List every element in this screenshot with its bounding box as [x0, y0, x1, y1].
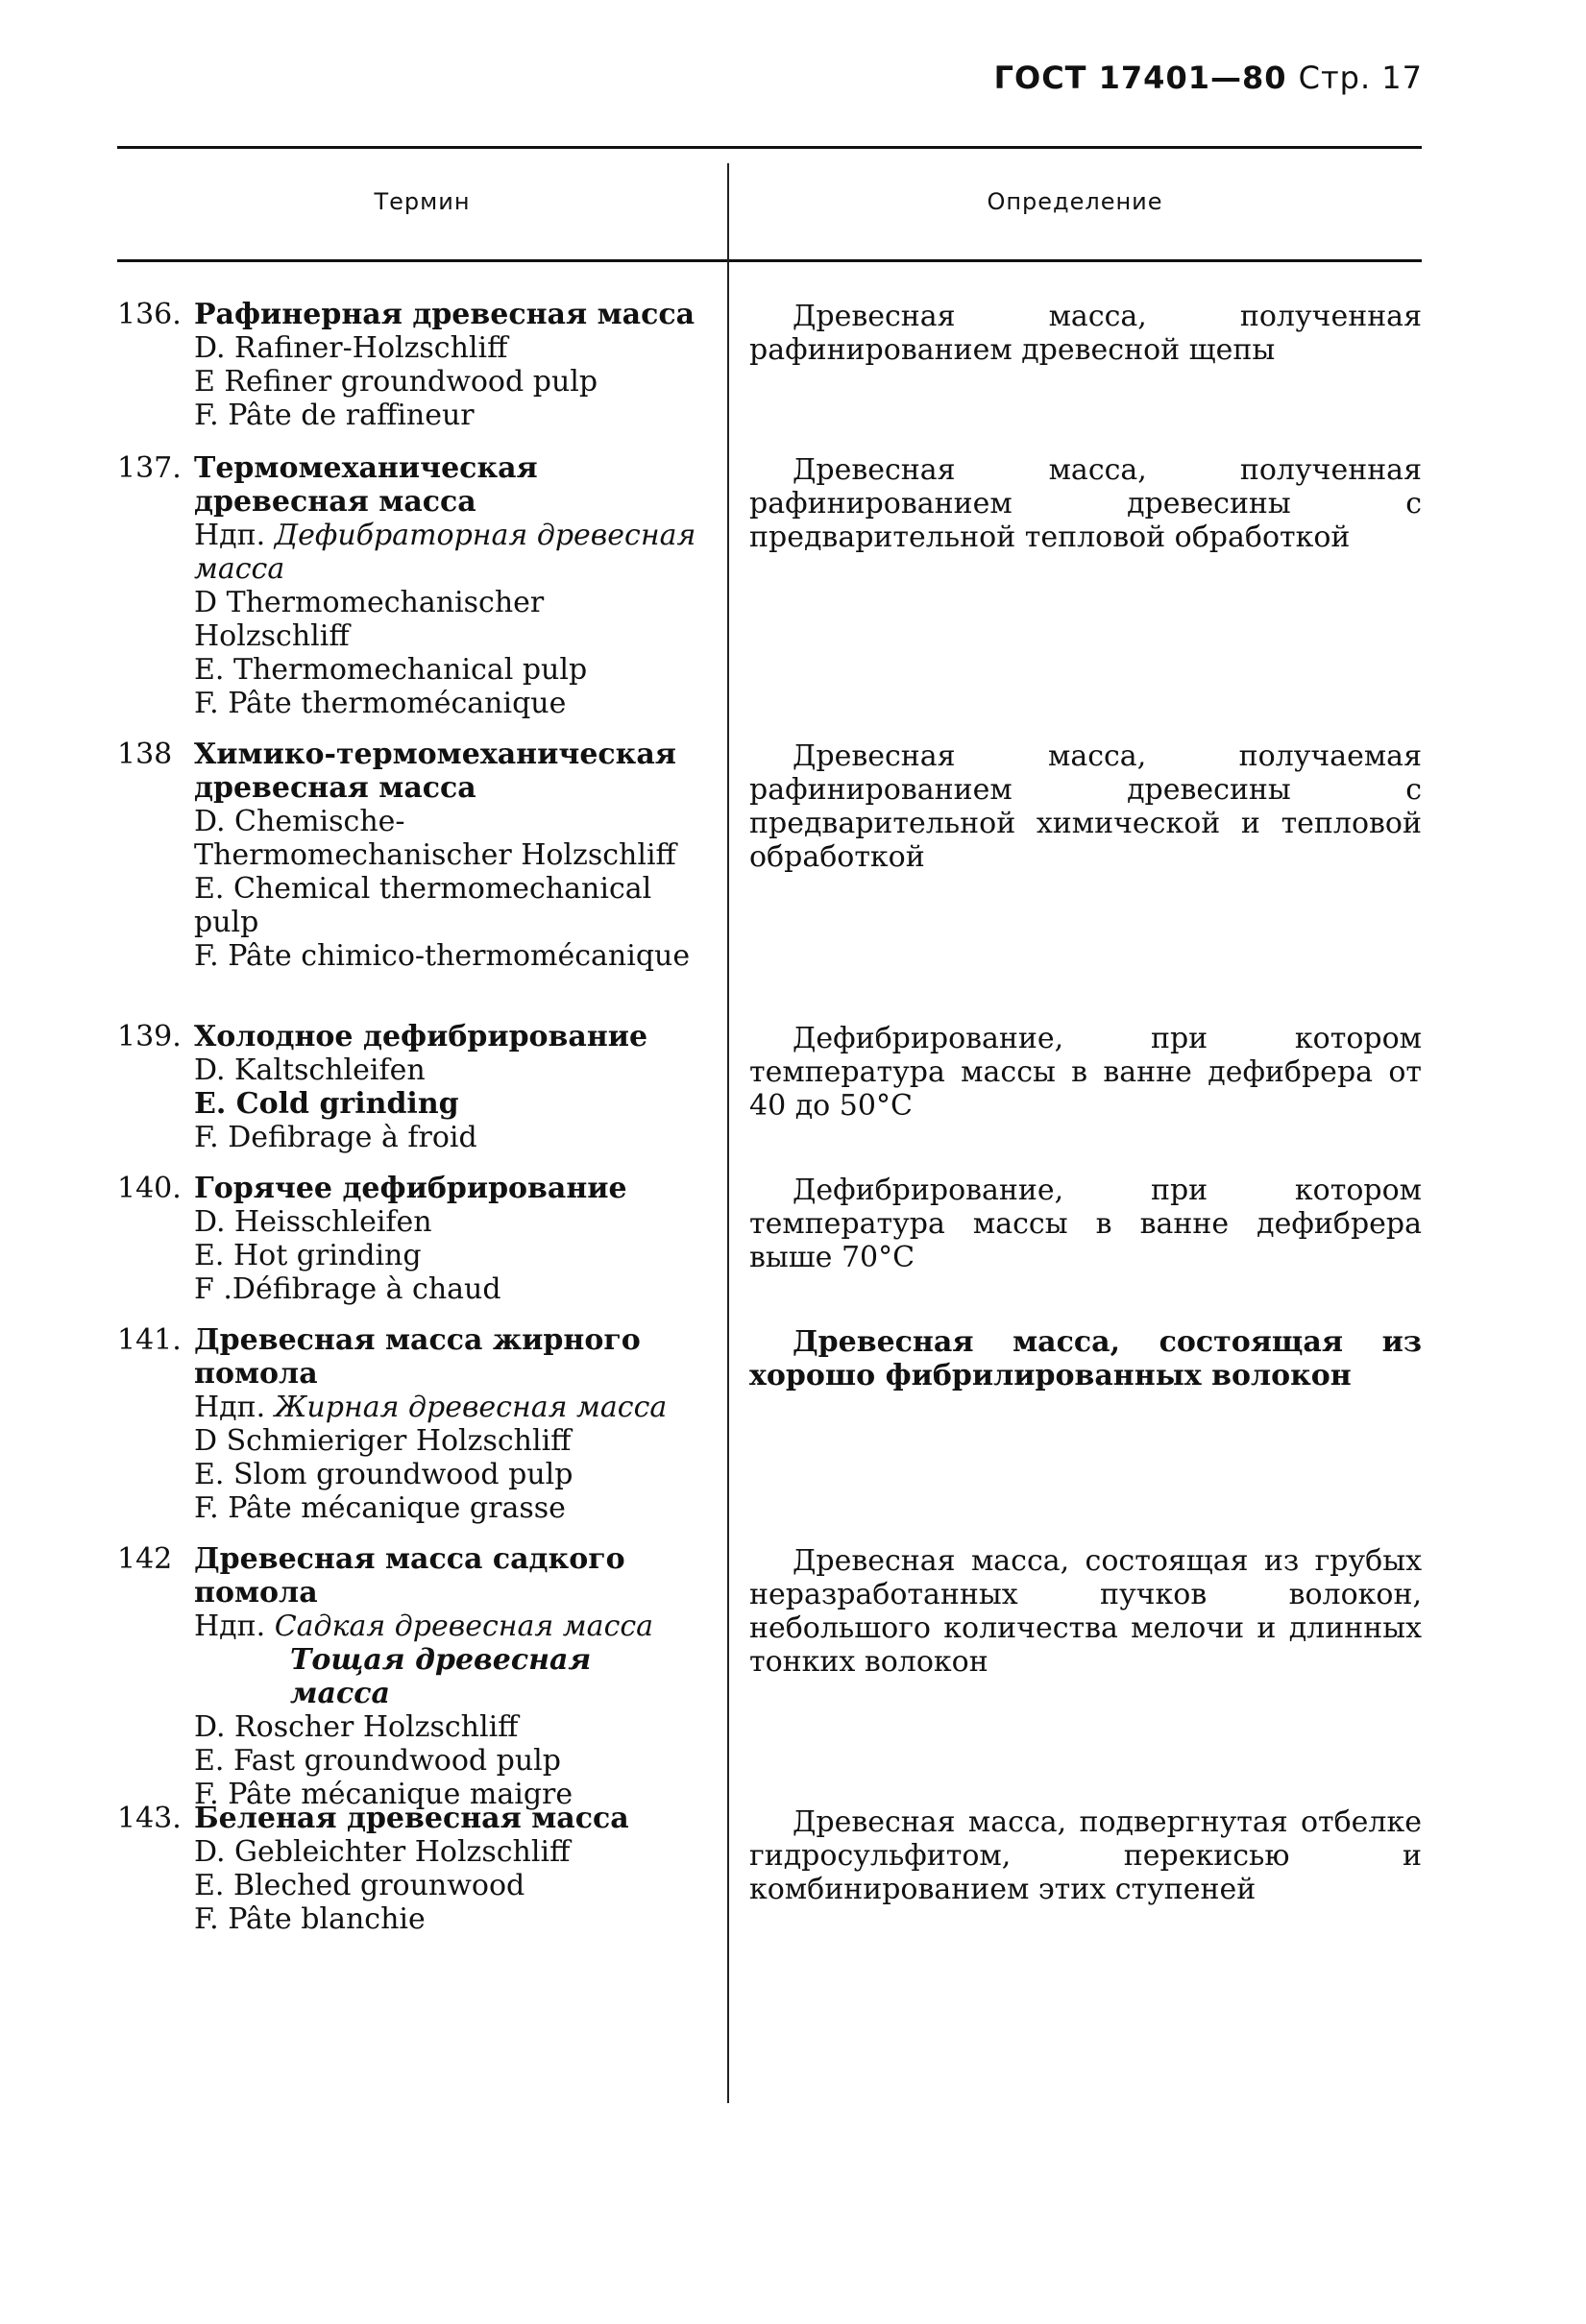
not-recommended-term-2: Тощая древесная масса — [290, 1643, 592, 1710]
not-recommended-term: Ндп. Жирная древесная масса — [194, 1391, 668, 1424]
english-equivalent: E. Cold grinding — [194, 1087, 459, 1121]
entry-number: 140. — [117, 1172, 182, 1205]
german-equivalent: D. Heisschleifen — [194, 1205, 432, 1239]
column-header-term: Термин — [374, 188, 471, 215]
term-entry — [117, 1172, 696, 1306]
not-recommended-term: Ндп. Дефибраторная древесная масса — [194, 519, 696, 586]
term-entry — [117, 1020, 696, 1154]
english-equivalent: E. Bleched grounwood — [194, 1869, 525, 1902]
term-entry — [117, 298, 696, 432]
definition: Дефибрирование, при котором температура массы в ванне дефибрера выше 70°C — [749, 1174, 1422, 1274]
term-title: Горячее дефибрирование — [194, 1172, 627, 1205]
term-entry — [117, 1323, 696, 1525]
french-equivalent: F. Pâte de raffineur — [194, 399, 475, 432]
header-rule — [117, 259, 1422, 262]
french-equivalent: F .Défibrage à chaud — [194, 1272, 501, 1306]
definition: Дефибрирование, при котором температура массы в ванне дефибрера от 40 до 50°C — [749, 1022, 1422, 1123]
french-equivalent: F. Pâte chimico-thermomécanique — [194, 939, 691, 973]
definition: Древесная масса, получаемая рафинированием древесины с предварительной химической и тепловой обработкой — [749, 739, 1422, 874]
french-equivalent: F. Pâte blanchie — [194, 1902, 426, 1936]
standard-number: ГОСТ 17401—80 — [993, 60, 1287, 96]
term-title: Древесная масса жирного помола — [194, 1323, 641, 1391]
german-equivalent: D. Rafiner-Holzschliff — [194, 331, 508, 365]
entry-number: 136. — [117, 298, 182, 331]
top-rule — [117, 146, 1422, 149]
term-entry — [117, 738, 696, 973]
english-equivalent: E. Fast groundwood pulp — [194, 1744, 561, 1778]
definition: Древесная масса, подвергнутая отбелке гидросульфитом, перекисью и комбинированием этих ступеней — [749, 1805, 1422, 1906]
english-equivalent: E Refiner groundwood pulp — [194, 365, 598, 399]
entry-number: 139. — [117, 1020, 182, 1053]
definition: Древесная масса, полученная рафинированием древесной щепы — [749, 300, 1422, 367]
german-equivalent: D Schmieriger Holzschliff — [194, 1424, 572, 1458]
term-title: Холодное дефибрирование — [194, 1020, 648, 1053]
column-header-definition: Определение — [987, 188, 1163, 215]
english-equivalent: E. Hot grinding — [194, 1239, 422, 1272]
german-equivalent: D. Roscher Holzschliff — [194, 1710, 519, 1744]
column-divider — [727, 163, 729, 2103]
term-title: Беленая древесная масса — [194, 1802, 629, 1835]
entry-number: 138 — [117, 738, 173, 771]
definition: Древесная масса, состоящая из грубых неразработанных пучков волокон, небольшого количества мелочи и длинных тонких волокон — [749, 1544, 1422, 1679]
english-equivalent: E. Slom groundwood pulp — [194, 1458, 573, 1491]
page-number: Стр. 17 — [1298, 60, 1423, 96]
french-equivalent: F. Defibrage à froid — [194, 1121, 477, 1154]
term-title: Рафинерная древесная масса — [194, 298, 695, 331]
term-title: Термомеханическая древесная масса — [194, 451, 538, 519]
term-title: Древесная масса садкого помола — [194, 1542, 625, 1610]
entry-number: 137. — [117, 451, 182, 485]
entry-number: 142 — [117, 1542, 173, 1576]
english-equivalent: E. Thermomechanical pulp — [194, 653, 588, 687]
french-equivalent: F. Pâte mécanique grasse — [194, 1491, 566, 1525]
not-recommended-term: Ндп. Садкая древесная масса Тощая древесная масса — [117, 1610, 696, 1710]
term-entry — [117, 1802, 696, 1936]
french-equivalent: F. Pâte thermomécanique — [194, 687, 567, 720]
german-equivalent: D Thermomechanischer Holzschliff — [194, 586, 545, 653]
term-entry — [117, 1542, 696, 1811]
definition: Древесная масса, состоящая из хорошо фибрилированных волокон — [749, 1325, 1422, 1392]
german-equivalent: D. Gebleichter Holzschliff — [194, 1835, 571, 1869]
definition: Древесная масса, полученная рафинированием древесины с предварительной тепловой обработкой — [749, 453, 1422, 554]
english-equivalent: E. Chemical thermomechanical pulp — [194, 872, 652, 939]
term-entry — [117, 451, 696, 720]
term-title: Химико-термомеханическая древесная масса — [194, 738, 676, 805]
entry-number: 143. — [117, 1802, 182, 1835]
french-equivalent: F. Pâte mécanique maigre — [194, 1778, 573, 1811]
page-header — [994, 60, 1423, 96]
entry-number: 141. — [117, 1323, 182, 1357]
german-equivalent: D. Kaltschleifen — [194, 1053, 426, 1087]
german-equivalent: D. Chemische-Thermomechanischer Holzschliff — [194, 805, 676, 872]
